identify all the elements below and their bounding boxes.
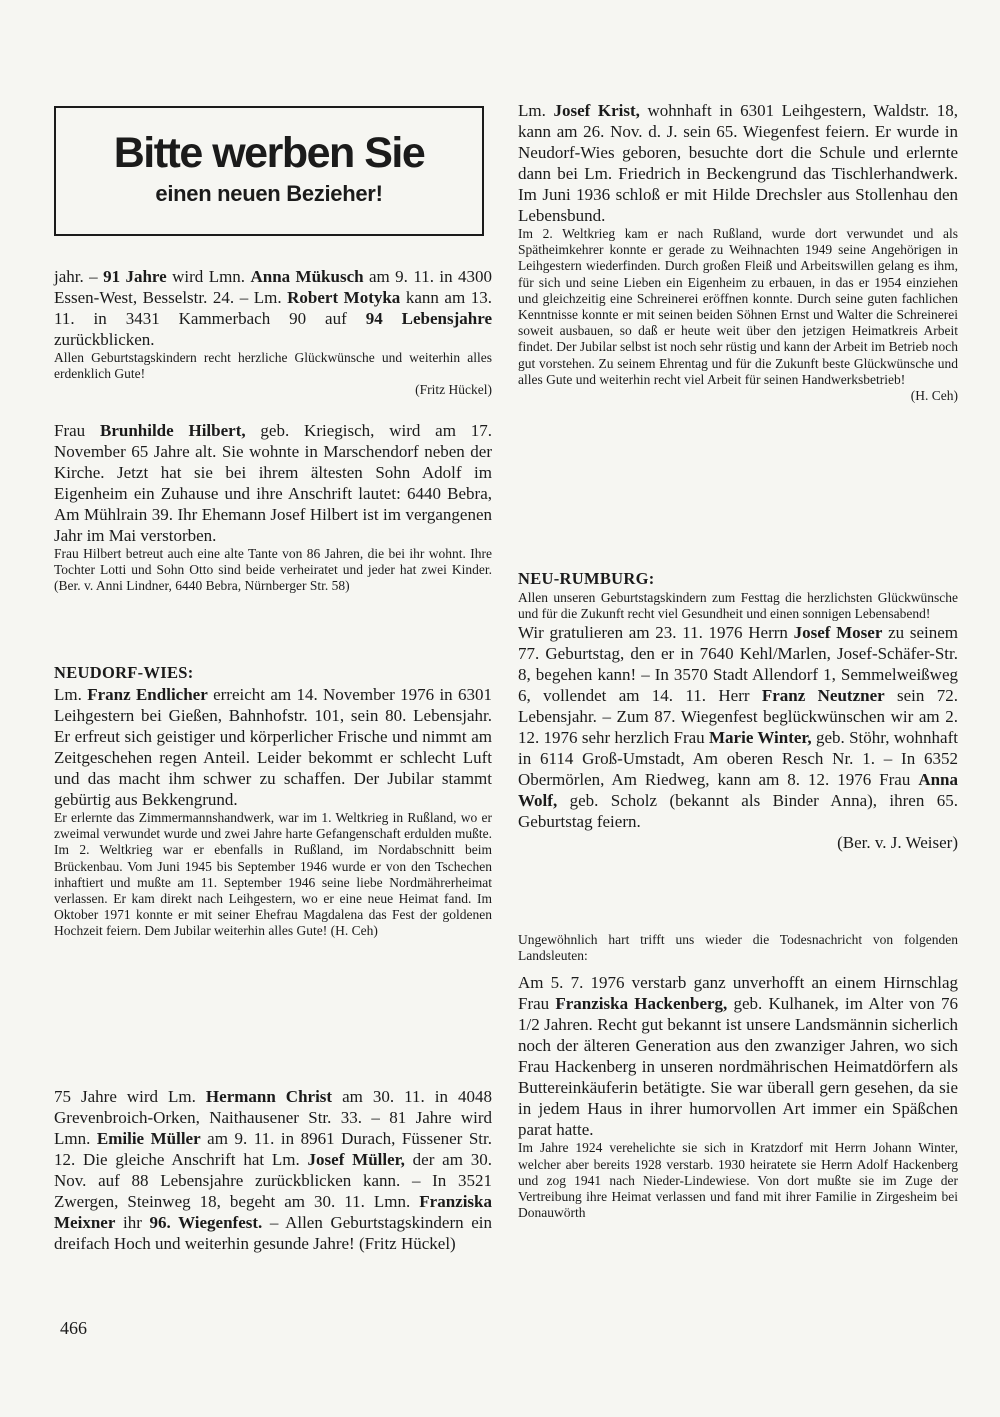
text-run: kann am 13. 11. in 3431 Kammerbach 90 auf bbox=[54, 288, 492, 328]
text-run: – Allen Geburtstagskindern ein dreifach Hoch und weiterhin gesunde Jahre! (Fritz Hückel) bbox=[54, 1213, 492, 1253]
bold-name: Josef Müller, bbox=[307, 1150, 405, 1169]
small-paragraph: Ungewöhnlich hart trifft uns wieder die Todesnachricht von folgenden Landsleuten: bbox=[518, 932, 958, 964]
signature: (Fritz Hückel) bbox=[415, 382, 492, 398]
bold-name: Robert Motyka bbox=[287, 288, 401, 307]
text-run: wird Lmn. bbox=[166, 267, 251, 286]
text-run: zu seinem 77. Geburtstag, den er in 7640 Kehl/Marlen, Josef-Schäfer-Str. 8, begehen kann! – In 3570 Stadt Allendorf 1, Semmelweißweg 6, vollendet am 14. 11. Herr bbox=[518, 623, 958, 706]
paragraph bbox=[54, 1086, 492, 1254]
bold-name: Brunhilde Hilbert, bbox=[99, 421, 246, 440]
text-run: Frau bbox=[54, 421, 100, 440]
ad-title: Bitte werben Sie bbox=[113, 129, 425, 177]
bold-name: Emilie Müller bbox=[96, 1129, 201, 1148]
text-run: geb. Kriegisch, wird am 17. November 65 Jahre alt. Sie wohnte in Marschendorf neben der Kirche. Jetzt hat sie bei ihrem ältesten Sohn Adolf im Eigenheim ein Zuhause und ihre Anschrift lautet: 6440 Bebra, Am Mühlrain 39. Ihr Ehemann Josef Hilbert ist im vergangenen Jahr im Mai verstorben. bbox=[54, 421, 492, 545]
paragraph bbox=[518, 100, 958, 226]
article-mukusch bbox=[54, 266, 492, 399]
bold-name: Anna Mükusch bbox=[250, 267, 364, 286]
text-run: geb. Scholz (bekannt als Binder Anna), ihren 65. Geburtstag feiern. bbox=[518, 791, 958, 832]
bold-name: Hermann Christ bbox=[205, 1087, 333, 1106]
paragraph bbox=[518, 972, 958, 1140]
paragraph bbox=[54, 266, 492, 350]
bold-name: Anna Wolf, bbox=[518, 770, 958, 811]
text-run: wohnhaft in 6301 Leihgestern, Waldstr. 18, kann am 26. Nov. d. J. sein 65. Wiegenfest feiern. Er wurde in Neudorf-Wies geboren, besuchte dort die Schule und erlernte dann bei Lm. Friedrich in Beckengrund das Tischlerhandwerk. Im Juni 1936 schloß er mit Hilde Drechsler aus Stollenhau den Lebensbund. bbox=[518, 101, 959, 225]
small-paragraph: Im Jahre 1924 verehelichte sie sich in Kratzdorf mit Herrn Johann Winter, welcher aber bereits 1928 verstarb. 1930 heiratete sie Herrn Adolf Hackenberg und zog 1941 nach Nieder-Lindewiese. Von dort mußte sie im Zuge der Vertreibung ihre Heimat verlassen und fand mit ihrer Familie in Zirgesheim bei Donauwörth bbox=[518, 1140, 958, 1221]
bold-name: Franz Neutzner bbox=[761, 686, 885, 706]
small-paragraph: Er erlernte das Zimmermannshandwerk, war im 1. Weltkrieg in Rußland, wo er zweimal verwundet wurde und zwei Jahre harte Gefangenschaft erdulden mußte. Im 2. Weltkrieg war er ebenfalls in Rußland, im Nordabschnitt beim Brückenbau. Vom Juni 1945 bis September 1946 wurde er von den Tschechen inhaftiert und mußte am 11. September 1946 seine liebe Nordmährerheimat verlassen. Er kam direkt nach Leihgestern, wo er eine neue Heimat fand. Im Oktober 1971 konnte er mit seiner Ehefrau Magdalena das Fest der goldenen Hochzeit feiern. Dem Jubilar weiterhin alles Gute! (H. Ceh) bbox=[54, 810, 492, 939]
bold-name: Franziska Hackenberg, bbox=[555, 994, 728, 1014]
bold-name: Marie Winter, bbox=[709, 728, 812, 748]
text-run: erreicht am 14. November 1976 in 6301 Leihgestern bei Gießen, Bahnhofstr. 101, sein 80. Lebensjahr. Er erfreut sich geistiger und körperlicher Frische und nimmt am Zeitgeschehen regen Anteil. Leider bekommt er schlecht Luft und das macht ihm schwer zu schaffen. Der Jubilar stammt gebürtig aus Bekkengrund. bbox=[54, 685, 493, 809]
small-paragraph: Allen unseren Geburtstagskindern zum Festtag die herzlichsten Glückwünsche und für die Zukunft recht viel Gesundheit und einen sonnigen Lebensabend! bbox=[518, 590, 958, 622]
bold-name: Franz Endlicher bbox=[87, 685, 208, 704]
ad-box bbox=[54, 106, 484, 236]
text-run: ihr bbox=[115, 1213, 150, 1232]
text-run: Wir gratulieren am 23. 11. 1976 Herrn bbox=[518, 623, 794, 643]
signature: (H. Ceh) bbox=[910, 388, 958, 404]
small-paragraph: Frau Hilbert betreut auch eine alte Tante von 86 Jahren, die bei ihr wohnt. Ihre Tochter Lotti und Sohn Otto sind beide verheiratet und jeder hat zwei Kinder. (Ber. v. Anni Lindner, 6440 Bebra, Nürnberger Str. 58) bbox=[54, 546, 492, 594]
bold-name: 96. Wiegenfest. bbox=[149, 1213, 263, 1232]
paragraph bbox=[518, 622, 958, 832]
text-run: geb. Stöhr, wohnhaft in 6114 Groß-Umstadt, Am oberen Resch Nr. 1. – In 6352 Obermörlen, Am Riedweg, kann am 8. 12. 1976 Frau bbox=[518, 728, 958, 790]
text-run: zurückblicken. bbox=[54, 330, 155, 349]
article-krist bbox=[518, 100, 958, 404]
text-run: 75 Jahre wird Lm. bbox=[54, 1087, 206, 1106]
text-run: Am 5. 7. 1976 verstarb ganz unverhofft an einem Hirnschlag Frau bbox=[518, 973, 958, 1014]
bold-name: 94 Lebensjahre bbox=[365, 309, 492, 328]
small-paragraph: Allen Geburtstagskindern recht herzliche Glückwünsche und weiterhin alles erdenklich Gute! bbox=[54, 350, 492, 382]
text-run: am 9. 11. in 4300 Essen-West, Besselstr. 24. – Lm. bbox=[54, 267, 492, 307]
bold-name: Josef Moser bbox=[793, 623, 883, 643]
text-run: Lm. bbox=[518, 101, 554, 120]
paragraph bbox=[54, 684, 492, 810]
text-run: der am 30. Nov. auf 88 Lebensjahre zurückblicken kann. – In 3521 Zwergen, Steinweg 18, begeht am 30. 11. Lmn. bbox=[54, 1150, 492, 1211]
text-run: am 9. 11. in 8961 Durach, Füssener Str. 12. Die gleiche Anschrift hat Lm. bbox=[54, 1129, 492, 1169]
small-paragraph: Im 2. Weltkrieg kam er nach Rußland, wurde dort verwundet und als Spätheimkehrer konnte er gerade zu Weihnachten 1949 seine Angehörigen in Leihgestern wiederfinden. Durch großen Fleiß und Arbeitswillen gelang es ihm, für sich und seine Lieben ein Eigenheim zu erbauen, in das er 1954 einziehen und gleichzeitig eine Schreinerei eröffnen konnte. Durch seine guten fachlichen Kenntnisse konnte er mit seinen beiden Söhnen Ernst und Walter die Schreinerei soweit ausbauen, so daß er heute weit über den jetzigen Heimatkreis Arbeit findet. Der Jubilar selbst ist noch sehr rüstig und kann der Arbeit im Betrieb noch gut vorstehen. Zu seinem Ehrentag und für die Zukunft beste Glückwünsche und alles Gute und weiterhin recht viel Arbeit für seinen Handwerksbetrieb! bbox=[518, 226, 958, 387]
article-hackenberg bbox=[518, 932, 958, 1221]
bold-name: Josef Krist, bbox=[553, 101, 640, 120]
section-neu-rumburg bbox=[518, 568, 958, 853]
section-neudorf-wies bbox=[54, 662, 492, 940]
bold-name: Franziska Meixner bbox=[54, 1192, 492, 1232]
section-heading: NEU-RUMBURG: bbox=[518, 569, 655, 588]
ad-subtitle: einen neuen Bezieher! bbox=[155, 181, 383, 206]
text-run: geb. Kulhanek, im Alter von 76 1/2 Jahren. Recht gut bekannt ist unsere Landsmännin sicherlich noch der älteren Generation aus den zwanziger Jahren, wo sich Frau Hackenberg in unseren nordmährischen Heimatdörfern als Buttereinkäuferin betätigte. Sie war überall gern gesehen, da sie in jedem Haus in ihrer humorvollen Art immer ein Späßchen parat hatte. bbox=[518, 994, 958, 1140]
text-run: sein 72. Lebensjahr. – Zum 87. Wiegenfest beglückwünschen wir am 2. 12. 1976 sehr herzlich Frau bbox=[518, 686, 958, 748]
text-run: Lm. bbox=[54, 685, 88, 704]
text-run: am 30. 11. in 4048 Grevenbroich-Orken, Naithausener Str. 33. – 81 Jahre wird Lmn. bbox=[54, 1087, 492, 1148]
paragraph bbox=[54, 420, 492, 546]
bold-name: 91 Jahre bbox=[103, 267, 167, 286]
page-number: 466 bbox=[60, 1318, 87, 1338]
article-hilbert bbox=[54, 420, 492, 595]
section-heading: NEUDORF-WIES: bbox=[54, 663, 194, 682]
article-christ bbox=[54, 1086, 492, 1254]
text-run: jahr. – bbox=[54, 267, 104, 286]
signature: (Ber. v. J. Weiser) bbox=[837, 833, 958, 853]
